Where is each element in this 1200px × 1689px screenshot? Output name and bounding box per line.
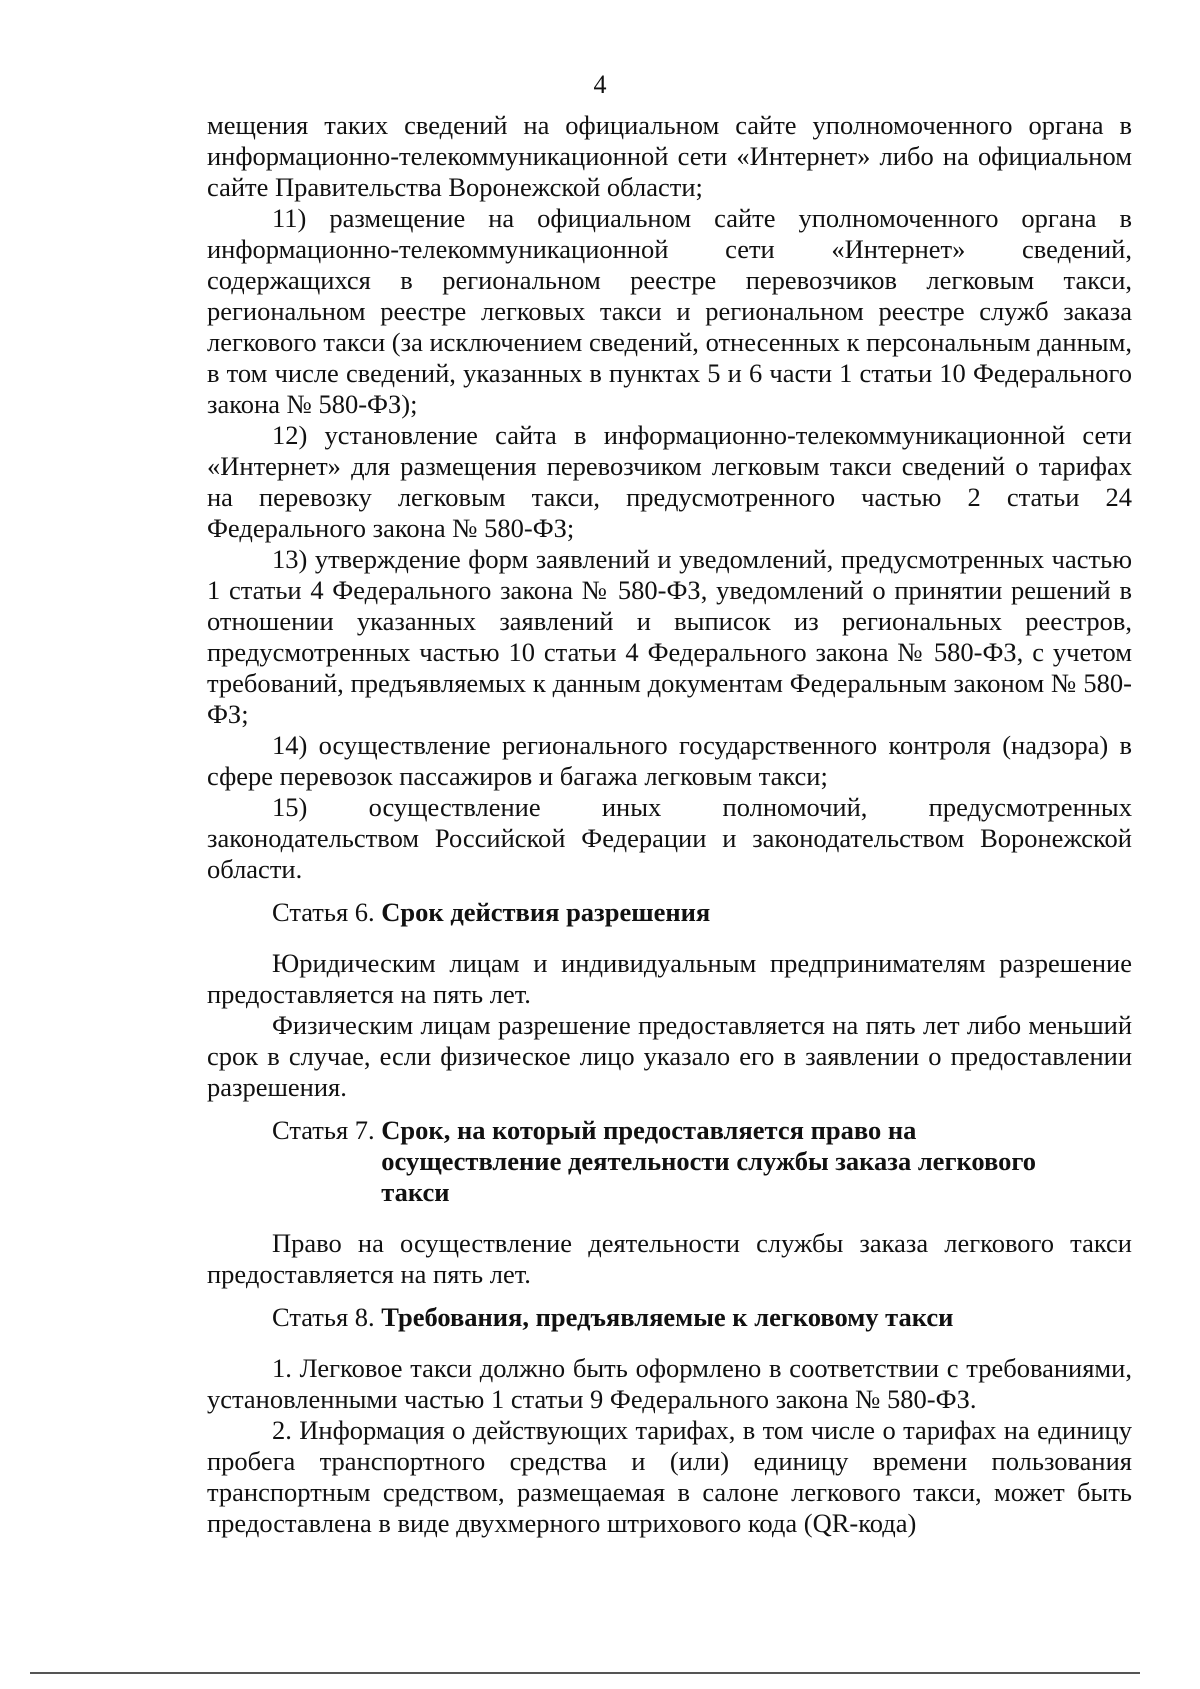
article-6-number: Статья 6. <box>272 897 382 927</box>
paragraph-item-14: 14) осуществление регионального государственного контроля (надзора) в сфере перевозок пассажиров и багажа легковым такси; <box>207 730 1132 791</box>
article-7-number: Статья 7. <box>272 1115 382 1145</box>
document-body <box>207 110 1132 1539</box>
paragraph-item-11: 11) размещение на официальном сайте уполномоченного органа в информационно-телекоммуникационной сети «Интернет» сведений, содержащихся в региональном реестре перевозчиков легковым такси, региональном реестре легковых такси и региональном реестре служб заказа легкового такси (за исключением сведений, отнесенных к персональным данным, в том числе сведений, указанных в пунктах 5 и 6 части 1 статьи 10 Федерального закона № 580-ФЗ); <box>207 203 1132 419</box>
article-6-paragraph-2: Физическим лицам разрешение предоставляется на пять лет либо меньший срок в случае, если физическое лицо указало его в заявлении о предоставлении разрешения. <box>207 1010 1132 1102</box>
paragraph-item-12: 12) установление сайта в информационно-телекоммуникационной сети «Интернет» для размещения перевозчиком легковым такси сведений о тарифах на перевозку легковым такси, предусмотренного частью 2 статьи 24 Федерального закона № 580-ФЗ; <box>207 420 1132 543</box>
article-7-heading <box>207 1115 1132 1208</box>
paragraph-item-15: 15) осуществление иных полномочий, предусмотренных законодательством Российской Федерации и законодательством Воронежской области. <box>207 792 1132 884</box>
scan-bottom-edge-line <box>30 1672 1140 1674</box>
paragraph-item-13: 13) утверждение форм заявлений и уведомлений, предусмотренных частью 1 статьи 4 Федерального закона № 580-ФЗ, уведомлений о принятии решений в отношении указанных заявлений и выписок из региональных реестров, предусмотренных частью 10 статьи 4 Федерального закона № 580-ФЗ, с учетом требований, предъявляемых к данным документам Федеральным законом № 580-ФЗ; <box>207 544 1132 729</box>
article-8-number: Статья 8. <box>272 1302 382 1332</box>
article-6-title: Срок действия разрешения <box>381 897 711 927</box>
article-6-heading <box>207 897 1132 928</box>
article-8-paragraph-1: 1. Легковое такси должно быть оформлено в соответствии с требованиями, установленными частью 1 статьи 9 Федерального закона № 580-ФЗ. <box>207 1353 1132 1414</box>
paragraph-intro: мещения таких сведений на официальном сайте уполномоченного органа в информационно-телекоммуникационной сети «Интернет» либо на официальном сайте Правительства Воронежской области; <box>207 110 1132 202</box>
page-number: 4 <box>593 70 607 99</box>
article-8-paragraph-2: 2. Информация о действующих тарифах, в том числе о тарифах на единицу пробега транспортного средства и (или) единицу времени пользования транспортным средством, размещаемая в салоне легкового такси, может быть предоставлена в виде двухмерного штрихового кода (QR-кода) <box>207 1415 1132 1538</box>
article-8-title: Требования, предъявляемые к легковому такси <box>381 1302 954 1332</box>
article-7-title: Срок, на который предоставляется право на осуществление деятельности службы заказа легкового такси <box>381 1115 1036 1207</box>
article-8-heading <box>207 1302 1132 1333</box>
article-6-paragraph-1: Юридическим лицам и индивидуальным предпринимателям разрешение предоставляется на пять лет. <box>207 948 1132 1009</box>
article-7-paragraph-1: Право на осуществление деятельности службы заказа легкового такси предоставляется на пять лет. <box>207 1228 1132 1289</box>
